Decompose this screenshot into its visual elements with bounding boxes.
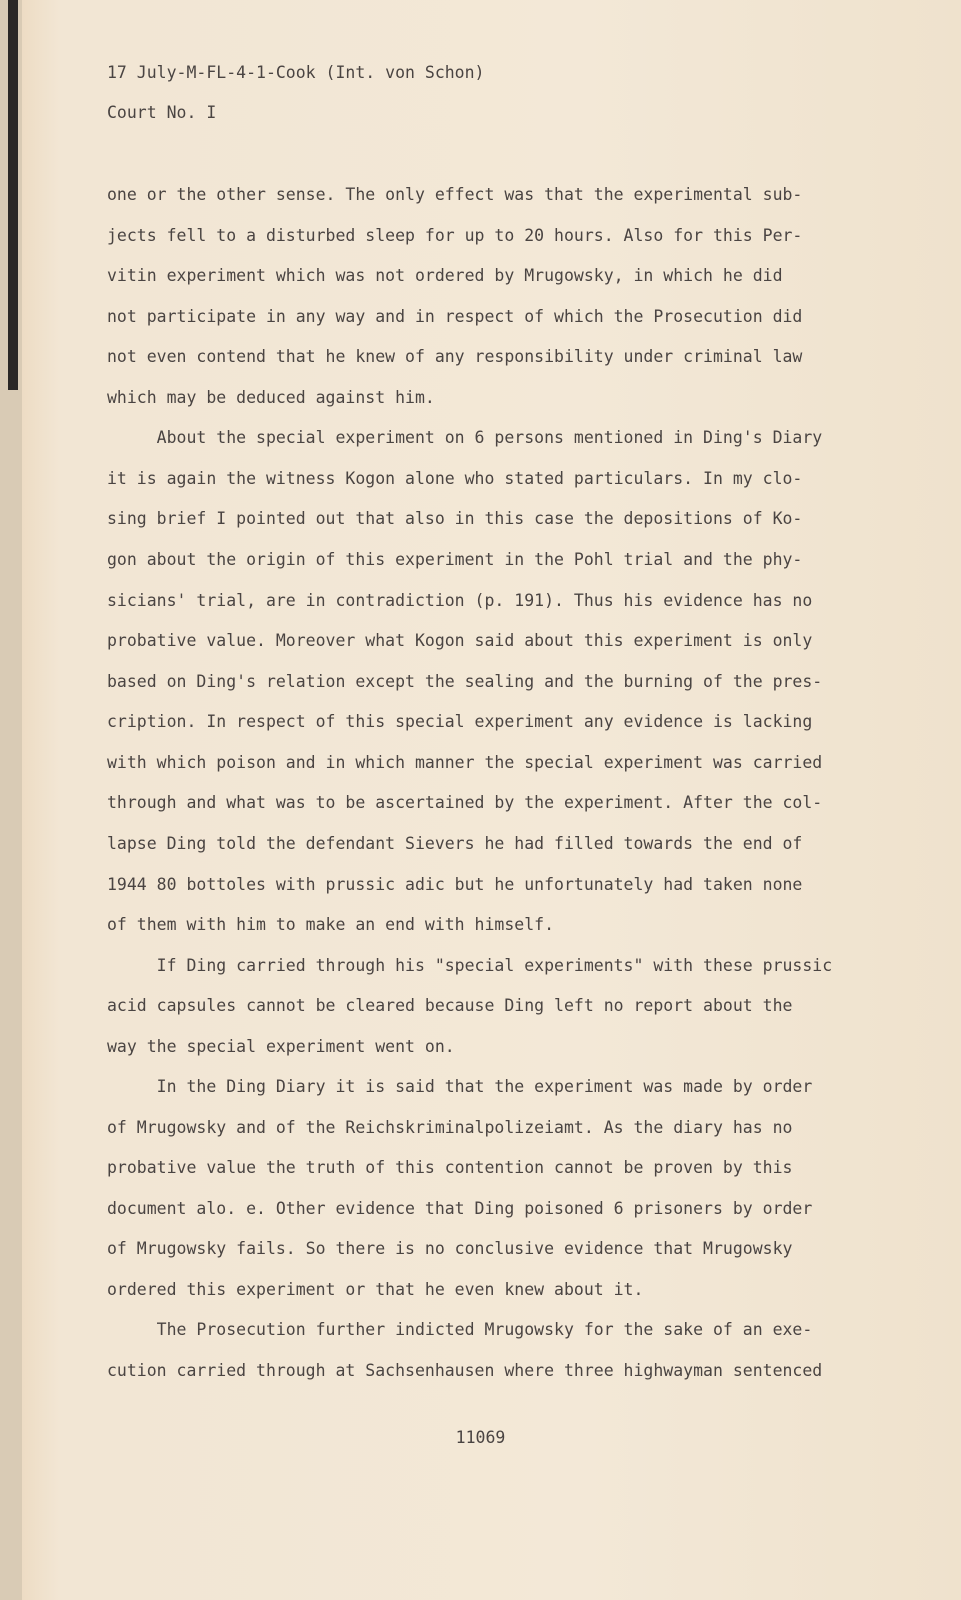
body-line: About the special experiment on 6 persons mentioned in Ding's Diary	[107, 428, 823, 447]
page-number: 11069	[455, 1428, 506, 1447]
body-line: lapse Ding told the defendant Sievers he had filled towards the end of	[107, 834, 803, 853]
body-line: with which poison and in which manner the special experiment was carried	[107, 753, 823, 772]
body-line: of them with him to make an end with himself.	[107, 915, 555, 934]
body-line: not participate in any way and in respect of which the Prosecution did	[107, 307, 803, 326]
body-line: it is again the witness Kogon alone who stated particulars. In my clo-	[107, 469, 803, 488]
body-line: jects fell to a disturbed sleep for up to 20 hours. Also for this Per-	[107, 226, 803, 245]
header-line-1: 17 July-M-FL-4-1-Cook (Int. von Schon)	[107, 63, 485, 82]
binding-shadow	[8, 0, 18, 390]
header-line-2: Court No. I	[107, 103, 217, 122]
page-binding-edge	[0, 0, 22, 1600]
body-line: sicians' trial, are in contradiction (p. 191). Thus his evidence has no	[107, 591, 813, 610]
body-line: sing brief I pointed out that also in this case the depositions of Ko-	[107, 509, 803, 528]
body-line: of Mrugowsky fails. So there is no conclusive evidence that Mrugowsky	[107, 1239, 793, 1258]
body-line: cription. In respect of this special experiment any evidence is lacking	[107, 712, 813, 731]
body-line: document alo. e. Other evidence that Ding poisoned 6 prisoners by order	[107, 1199, 813, 1218]
body-line: based on Ding's relation except the sealing and the burning of the pres-	[107, 672, 823, 691]
body-line: cution carried through at Sachsenhausen where three highwayman sentenced	[107, 1361, 823, 1380]
body-line: way the special experiment went on.	[107, 1037, 455, 1056]
body-line: probative value the truth of this contention cannot be proven by this	[107, 1158, 793, 1177]
body-line: of Mrugowsky and of the Reichskriminalpolizeiamt. As the diary has no	[107, 1118, 793, 1137]
body-line: one or the other sense. The only effect was that the experimental sub-	[107, 185, 803, 204]
body-line: not even contend that he knew of any responsibility under criminal law	[107, 347, 803, 366]
body-line: The Prosecution further indicted Mrugowsky for the sake of an exe-	[107, 1320, 813, 1339]
body-line: vitin experiment which was not ordered by Mrugowsky, in which he did	[107, 266, 783, 285]
body-line: In the Ding Diary it is said that the experiment was made by order	[107, 1077, 813, 1096]
body-line: If Ding carried through his "special experiments" with these prussic	[107, 956, 833, 975]
body-line: which may be deduced against him.	[107, 388, 435, 407]
body-line: through and what was to be ascertained by the experiment. After the col-	[107, 793, 823, 812]
body-line: acid capsules cannot be cleared because Ding left no report about the	[107, 996, 793, 1015]
body-line: probative value. Moreover what Kogon said about this experiment is only	[107, 631, 813, 650]
body-line: gon about the origin of this experiment in the Pohl trial and the phy-	[107, 550, 803, 569]
body-line: ordered this experiment or that he even knew about it.	[107, 1280, 644, 1299]
body-line: 1944 80 bottoles with prussic adic but he unfortunately had taken none	[107, 875, 803, 894]
